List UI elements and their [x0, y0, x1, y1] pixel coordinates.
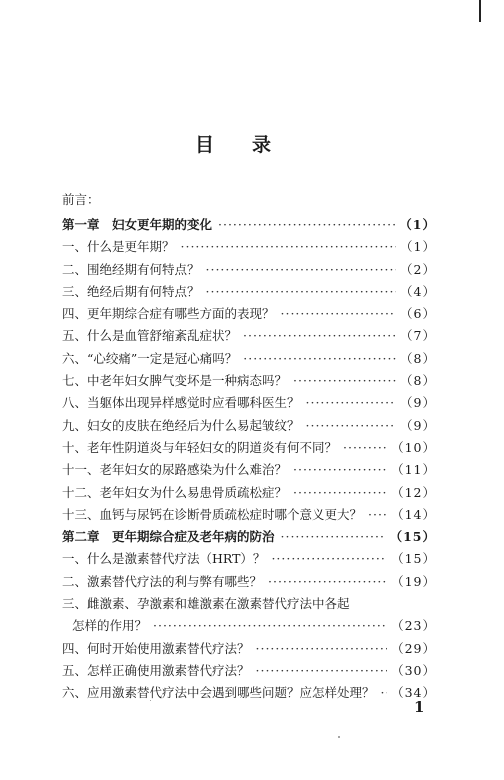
page-number: 1 — [414, 698, 425, 716]
dot-leader — [271, 548, 387, 570]
toc-entry-page: （10） — [391, 439, 436, 455]
toc-chapter-entry[interactable] — [62, 214, 436, 236]
binding-edge-mark — [479, 0, 481, 22]
toc-entry-title: 四、何时开始使用激素替代疗法？ — [62, 640, 250, 656]
table-of-contents — [62, 190, 436, 705]
dot-leader — [206, 259, 397, 281]
scan-speck — [338, 736, 340, 738]
dot-leader — [381, 682, 388, 704]
toc-entry-title: 怎样的作用？ — [72, 618, 148, 634]
toc-entry-title: 十三、血钙与尿钙在诊断骨质疏松症时哪个意义更大？ — [62, 506, 363, 522]
toc-entry-page: （11） — [391, 462, 436, 478]
toc-entry-title: 一、什么是更年期？ — [62, 239, 175, 255]
toc-entry-title: 二、激素替代疗法的利与弊有哪些？ — [62, 573, 263, 589]
toc-entry-page: （14） — [391, 506, 436, 522]
toc-entry-page: （8） — [400, 350, 436, 366]
toc-entry-page: （19） — [391, 573, 436, 589]
toc-entry-title: 五、什么是血管舒缩紊乱症状？ — [62, 328, 238, 344]
toc-entry[interactable] — [62, 303, 436, 325]
toc-entry-page: （15） — [389, 529, 436, 545]
toc-entry[interactable] — [62, 615, 436, 637]
toc-entry-title: 第二章 更年期综合症及老年病的防治 — [62, 529, 275, 545]
dot-leader — [368, 504, 387, 526]
toc-entry[interactable] — [62, 437, 436, 459]
toc-entry-title: 十二、老年妇女为什么易患骨质疏松症？ — [62, 484, 288, 500]
toc-entry-page: （9） — [400, 417, 436, 433]
toc-entry[interactable] — [62, 548, 436, 570]
toc-entry-page: （29） — [391, 640, 436, 656]
toc-entry-title: 十、老年性阴道炎与年轻妇女的阴道炎有何不同？ — [62, 439, 338, 455]
dot-leader — [343, 437, 387, 459]
dot-leader — [306, 415, 397, 437]
toc-entry-page: （30） — [391, 662, 436, 678]
toc-entry[interactable] — [62, 459, 436, 481]
toc-entry[interactable] — [62, 638, 436, 660]
dot-leader — [206, 281, 397, 303]
toc-entry[interactable] — [62, 571, 436, 593]
toc-entry-title: 四、更年期综合症有哪些方面的表现？ — [62, 306, 275, 322]
toc-entry-page: （1） — [399, 217, 436, 232]
dot-leader — [268, 571, 387, 593]
preface-entry[interactable]: 前言： — [62, 192, 100, 207]
dot-leader — [293, 370, 396, 392]
toc-entry-title: 九、妇女的皮肤在绝经后为什么易起皱纹？ — [62, 417, 300, 433]
toc-entry-page: （4） — [400, 283, 436, 299]
toc-entry-page: （2） — [400, 261, 436, 277]
toc-entry[interactable] — [62, 482, 436, 504]
scan-speck — [150, 700, 151, 701]
dot-leader — [243, 325, 396, 347]
toc-entry-title: 三、绝经后期有何特点？ — [62, 283, 200, 299]
dot-leader — [256, 660, 388, 682]
toc-entry-page: （12） — [391, 484, 436, 500]
dot-leader — [281, 303, 397, 325]
toc-entry-page: （23） — [391, 618, 436, 634]
toc-entry[interactable] — [62, 415, 436, 437]
toc-entry[interactable] — [62, 370, 436, 392]
dot-leader — [281, 526, 386, 548]
toc-entry[interactable] — [62, 236, 436, 258]
page-title: 目录 — [194, 134, 309, 156]
toc-entry-title: 六、应用激素替代疗法中会遇到哪些问题？应怎样处理？ — [62, 685, 375, 701]
toc-entry[interactable] — [62, 325, 436, 347]
toc-entry-title: 二、围绝经期有何特点？ — [62, 261, 200, 277]
dot-leader — [181, 236, 397, 258]
toc-entry[interactable] — [62, 682, 436, 704]
toc-entry-title: 第一章 妇女更年期的变化 — [62, 217, 213, 232]
dot-leader — [293, 459, 387, 481]
toc-entry-title: 十一、老年妇女的尿路感染为什么难治？ — [62, 462, 288, 478]
toc-entry[interactable] — [62, 259, 436, 281]
toc-entry-page: （9） — [400, 395, 436, 411]
toc-entry[interactable] — [62, 504, 436, 526]
toc-entry-page: （34） — [391, 685, 436, 701]
toc-entries — [62, 214, 436, 705]
toc-entry-title: 五、怎样正确使用激素替代疗法？ — [62, 662, 250, 678]
toc-entry-title: 一、什么是激素替代疗法（HRT）？ — [62, 551, 266, 567]
toc-entry[interactable] — [62, 281, 436, 303]
toc-chapter-entry[interactable] — [62, 526, 436, 548]
toc-entry-title: 八、当躯体出现异样感觉时应看哪科医生？ — [62, 395, 300, 411]
toc-entry-page: （7） — [400, 328, 436, 344]
dot-leader — [306, 392, 397, 414]
dot-leader — [243, 348, 396, 370]
toc-entry[interactable] — [62, 392, 436, 414]
dot-leader — [293, 482, 387, 504]
toc-entry-page: （1） — [400, 239, 436, 255]
toc-entry-page: （8） — [400, 373, 436, 389]
dot-leader — [218, 214, 395, 236]
toc-entry-title: 七、中老年妇女脾气变坏是一种病态吗？ — [62, 373, 288, 389]
toc-entry[interactable] — [62, 660, 436, 682]
dot-leader — [153, 615, 387, 637]
dot-leader — [256, 638, 388, 660]
toc-entry-page: （6） — [400, 306, 436, 322]
toc-entry-page: （15） — [391, 551, 436, 567]
toc-entry-title: 六、“心绞痛”一定是冠心痛吗？ — [62, 350, 238, 366]
toc-entry-title: 三、雌激素、孕激素和雄激素在激素替代疗法中各起 — [62, 596, 350, 612]
toc-entry[interactable] — [62, 593, 436, 615]
toc-entry[interactable] — [62, 348, 436, 370]
